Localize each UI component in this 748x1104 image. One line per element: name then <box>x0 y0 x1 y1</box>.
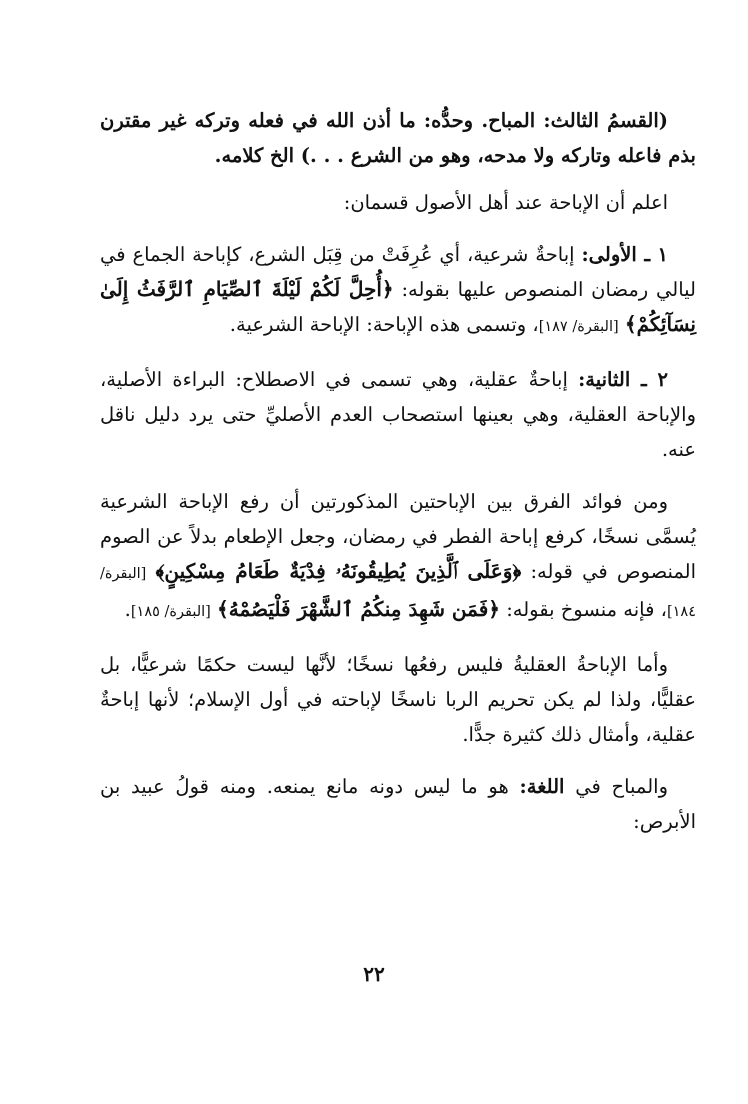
quran-verse-187: ﴿أُحِلَّ لَكُمْ لَيْلَةَ ٱلصِّيَامِ ٱلرَّفَثُ إِلَىٰ نِسَآئِكُمْ﴾ <box>100 277 696 336</box>
verse-reference-187: [البقرة/ ١٨٧] <box>538 319 619 335</box>
benefits-text: ومن فوائد الفرق بين الإباحتين المذكورتين أن رفع الإباحة الشرعية يُسمَّى نسخًا، كرفع إباحة الفطر في رمضان، وجعل الإطعام بدلاً عن الصوم المنصوص في قوله: <box>100 490 697 583</box>
verse-reference-185: [البقرة/ ١٨٥] <box>130 604 211 620</box>
benefits-paragraph <box>100 484 696 630</box>
second-type-text: إباحةٌ عقلية، وهي تسمى في الاصطلاح: البراءة الأصلية، والإباحة العقلية، وهي بعينها استصحاب العدم الأصليِّ حتى يرد دليل ناقل عنه. <box>100 368 696 461</box>
language-text-end: هو ما ليس دونه مانع يمنعه. ومنه قولُ عبيد بن الأبرص: <box>100 775 696 833</box>
quran-verse-185: ﴿فَمَن شَهِدَ مِنكُمُ ٱلشَّهْرَ فَلْيَصُمْهُ﴾ <box>217 597 500 621</box>
second-type-label: ٢ ـ الثانية: <box>578 368 668 391</box>
rational-permissibility-paragraph: وأما الإباحةُ العقليةُ فليس رفعُها نسخًا؛ لأنَّها ليست حكمًا شرعيًّا، بل عقليًّا، ولذا لم يكن تحريم الربا ناسخًا لإباحته في أول الإسلام؛ لأنها إباحةٌ عقلية، وأمثال ذلك كثيرة جدًّا. <box>100 653 696 746</box>
quoted-definition: (القسمُ الثالث: المباح. وحدُّه: ما أذن الله في فعله وتركه غير مقترن بذم فاعله وتاركه ولا مدحه، وهو من الشرع . . .) الخ كلامه. <box>100 109 696 167</box>
first-type-text: إباحةٌ شرعية، أي عُرِفَتْ من قِبَل الشرع، كإباحة الجماع في ليالي رمضان المنصوص عليها بقوله: <box>100 243 696 301</box>
language-text: والمباح في <box>575 775 668 798</box>
language-term: اللغة: <box>519 775 565 798</box>
benefits-text-end: . <box>124 598 131 621</box>
intro-paragraph: اعلم أن الإباحة عند أهل الأصول قسمان: <box>343 191 668 214</box>
first-type-text-end: ، وتسمى هذه الإباحة: الإباحة الشرعية. <box>229 313 539 336</box>
verse-reference-184: [البقرة/ ١٨٤] <box>100 566 696 620</box>
language-definition-paragraph <box>100 769 696 839</box>
second-type-paragraph <box>100 362 696 467</box>
page-number: ٢٢ <box>363 962 385 986</box>
page-body <box>100 103 696 839</box>
first-type-label: ١ ـ الأولى: <box>581 243 669 266</box>
first-type-paragraph <box>100 237 696 345</box>
quran-verse-184: ﴿وَعَلَى ٱلَّذِينَ يُطِيقُونَهُۥ فِدْيَةٌ طَعَامُ مِسْكِينٍ﴾ <box>155 559 522 583</box>
benefits-text-middle: ، فإنه منسوخ بقوله: <box>506 598 667 621</box>
